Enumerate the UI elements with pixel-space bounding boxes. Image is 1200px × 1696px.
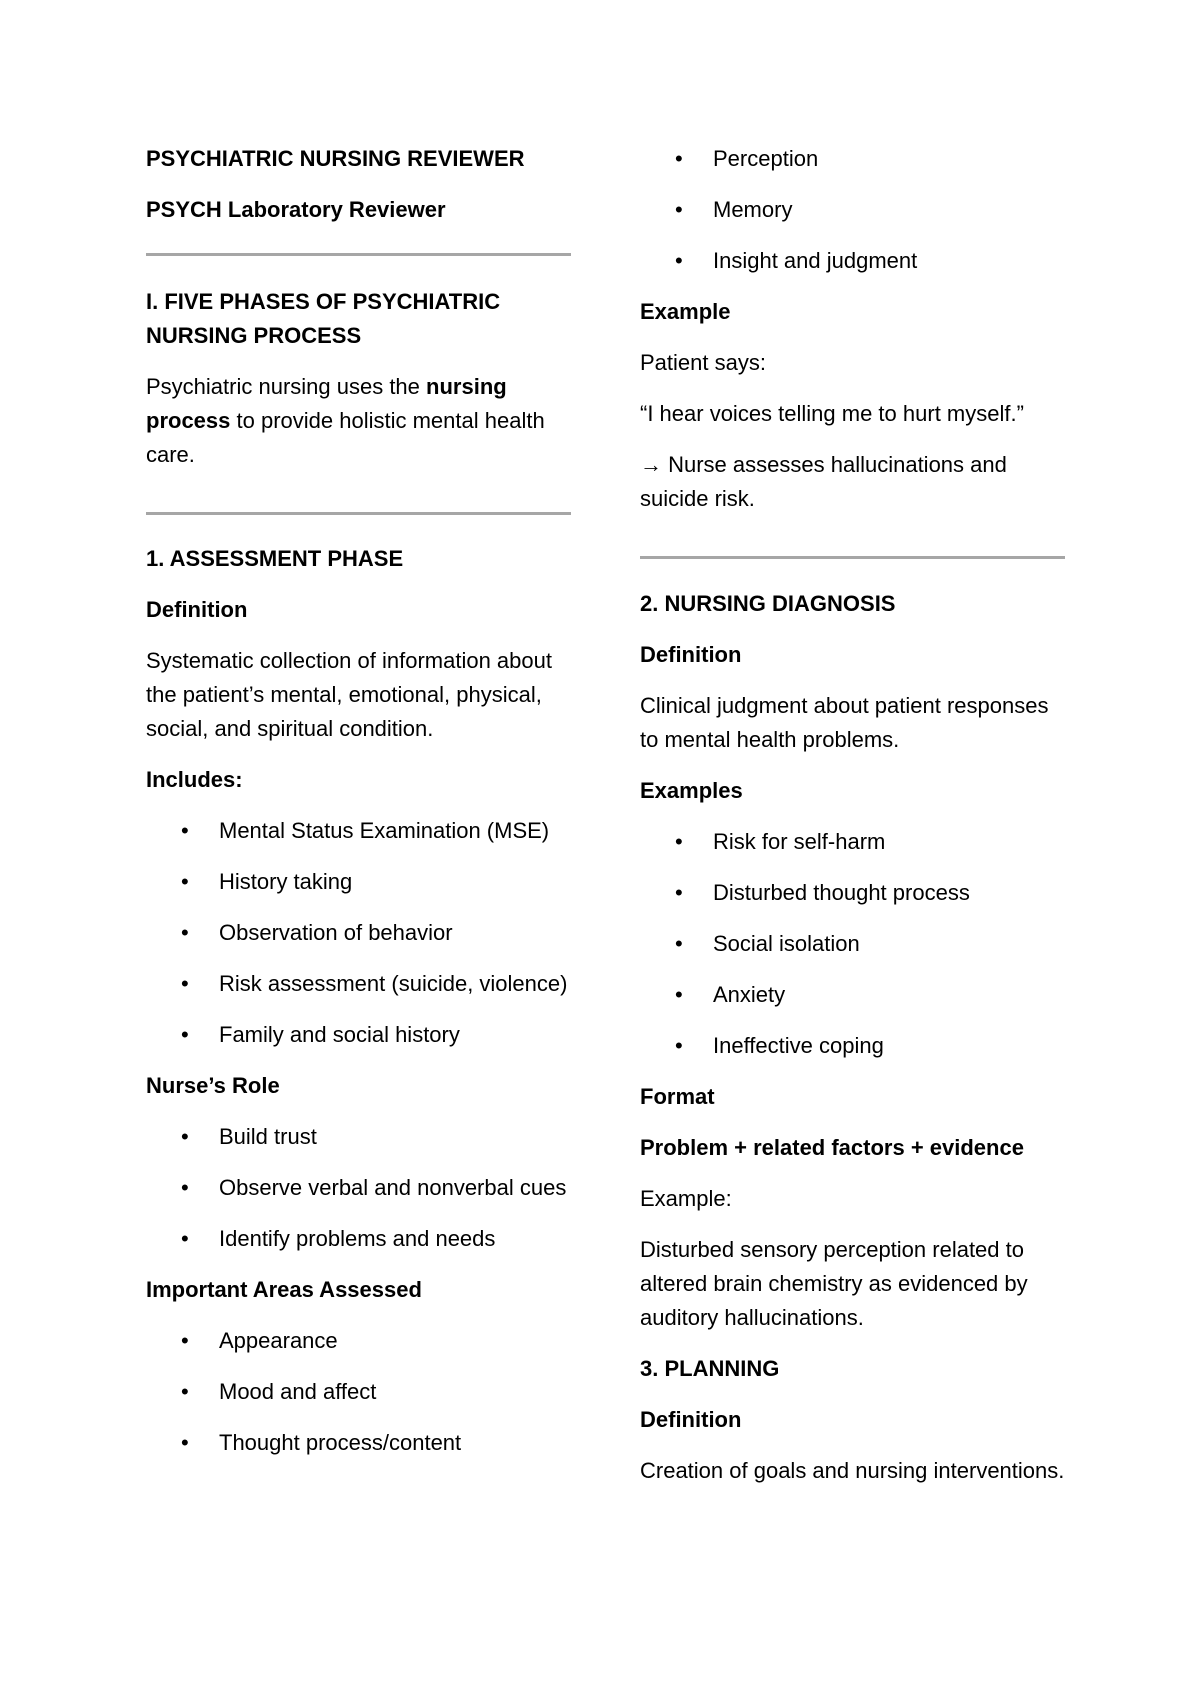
list-item: • Observation of behavior (146, 916, 571, 950)
list-item: • Thought process/content (146, 1426, 571, 1460)
right-column (640, 142, 1065, 1505)
list-item: • Risk assessment (suicide, violence) (146, 967, 571, 1001)
divider (640, 556, 1065, 559)
nurses-role-list (146, 1120, 571, 1256)
list-item: • Disturbed thought process (640, 876, 1065, 910)
patient-says: Patient says: (640, 350, 766, 375)
list-item: • Insight and judgment (640, 244, 1065, 278)
document-title: PSYCHIATRIC NURSING REVIEWER (146, 146, 525, 171)
examples-label: Examples (640, 778, 743, 803)
definition-text: Clinical judgment about patient responses to mental health problems. (640, 693, 1049, 752)
list-item: • Appearance (146, 1324, 571, 1358)
list-item: • Social isolation (640, 927, 1065, 961)
planning-heading: 3. PLANNING (640, 1356, 780, 1381)
diagnosis-examples-list (640, 825, 1065, 1063)
list-item: • Family and social history (146, 1018, 571, 1052)
list-item: • Build trust (146, 1120, 571, 1154)
list-item: • Ineffective coping (640, 1029, 1065, 1063)
definition-text: Systematic collection of information about the patient’s mental, emotional, physical, social, and spiritual condition. (146, 648, 552, 741)
areas-assessed-list (146, 1324, 571, 1460)
diagnosis-heading: 2. NURSING DIAGNOSIS (640, 591, 896, 616)
format-text: Problem + related factors + evidence (640, 1135, 1024, 1160)
list-item: • Risk for self-harm (640, 825, 1065, 859)
assessment-heading: 1. ASSESSMENT PHASE (146, 546, 404, 571)
part-heading: I. FIVE PHASES OF PSYCHIATRIC NURSING PROCESS (146, 289, 501, 348)
intro-text: Psychiatric nursing uses the (146, 374, 427, 399)
divider (146, 253, 571, 256)
patient-quote: “I hear voices telling me to hurt myself.” (640, 401, 1024, 426)
includes-list (146, 814, 571, 1052)
definition-label: Definition (146, 597, 248, 622)
list-item: • Perception (640, 142, 1065, 176)
example-label: Example: (640, 1186, 732, 1211)
areas-assessed-list-continued (640, 142, 1065, 278)
example-label: Example (640, 299, 731, 324)
list-item: • Observe verbal and nonverbal cues (146, 1171, 571, 1205)
definition-text: Creation of goals and nursing interventions. (640, 1458, 1065, 1483)
intro-paragraph (146, 370, 571, 472)
list-item: • Identify problems and needs (146, 1222, 571, 1256)
intro-text-end: to provide holistic mental health care. (146, 408, 545, 467)
nurse-note: → Nurse assesses hallucinations and suicide risk. (640, 452, 1007, 511)
list-item: • History taking (146, 865, 571, 899)
format-label: Format (640, 1084, 715, 1109)
list-item: • Mental Status Examination (MSE) (146, 814, 571, 848)
diagnosis-example-text: Disturbed sensory perception related to altered brain chemistry as evidenced by auditory hallucinations. (640, 1237, 1028, 1330)
areas-assessed-label: Important Areas Assessed (146, 1277, 422, 1302)
divider (146, 512, 571, 515)
definition-label: Definition (640, 1407, 742, 1432)
document-subtitle: PSYCH Laboratory Reviewer (146, 197, 446, 222)
nurses-role-label: Nurse’s Role (146, 1073, 280, 1098)
intro-bold-term: nursing process (146, 374, 507, 433)
list-item: • Memory (640, 193, 1065, 227)
list-item: • Mood and affect (146, 1375, 571, 1409)
list-item: • Anxiety (640, 978, 1065, 1012)
definition-label: Definition (640, 642, 742, 667)
includes-label: Includes: (146, 767, 243, 792)
left-column (146, 142, 571, 1477)
